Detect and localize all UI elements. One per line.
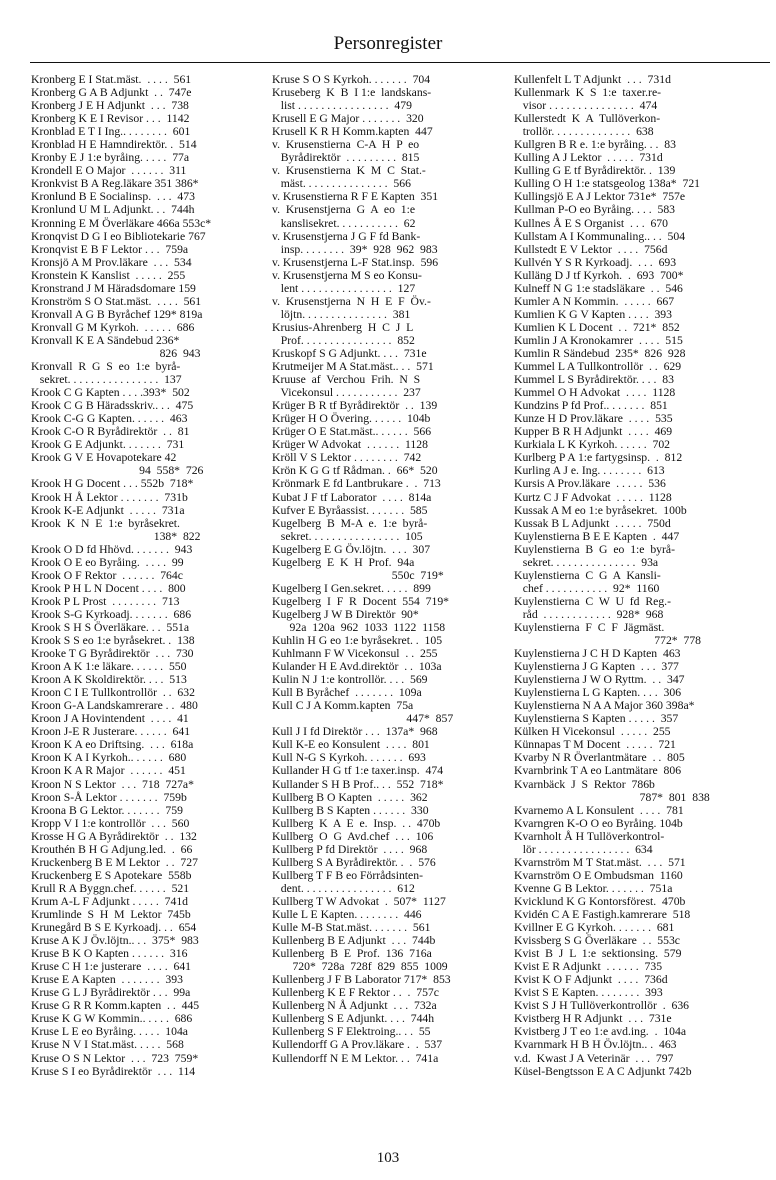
register-entry: Kullberg P fd Direktör . . . . 968 — [272, 842, 428, 856]
register-entry: Kussak B L Adjunkt . . . . . 750d — [514, 516, 671, 530]
register-entry: Kurling A J e. Ing. . . . . . . . 613 — [514, 464, 665, 478]
register-entry: Kruse C H 1:e justerare . . . . 641 — [31, 960, 192, 974]
register-entry: Krondell E O Major . . . . . . 311 — [31, 164, 187, 178]
register-entry: Kullenmark K S 1:e taxer.re- — [514, 86, 662, 100]
header-rule — [30, 62, 770, 63]
register-entry: Kronby E J 1:e byråing. . . . . 77a — [31, 151, 190, 165]
register-entry: Kruse K G W Kommin.. . . . . 686 — [31, 1012, 193, 1026]
register-entry: Kuhlin H G eo 1:e byråsekret. . 105 — [272, 634, 443, 648]
register-entry: sekret. . . . . . . . . . . . . . . . 137 — [31, 373, 182, 387]
register-entry: Krook C-G G Kapten. . . . . . 463 — [31, 412, 188, 426]
register-entry: Kulle M-B Stat.mäst. . . . . . . 561 — [272, 921, 431, 935]
register-entry: Kullingsjö E A J Lektor 731e* 757e — [514, 190, 686, 204]
register-entry: list . . . . . . . . . . . . . . . . 479 — [272, 99, 412, 113]
register-entry: Kvarby N R Överlantmätare . . 805 — [514, 751, 685, 765]
register-entry: Byrådirektör . . . . . . . . . 815 — [272, 151, 420, 165]
register-entry: Kullerstedt K A Tullöverkon- — [514, 112, 661, 126]
register-entry: Krusell E G Major . . . . . . . 320 — [272, 112, 424, 126]
register-entry: Krook C-O R Byrådirektör . . 81 — [31, 425, 190, 439]
register-entry: Kruse G R R Komm.kapten . . 445 — [31, 999, 200, 1013]
register-entry: Kruckenberg B E M Lektor . . 727 — [31, 855, 198, 869]
register-entry: 720* 728a 728f 829 855 1009 — [272, 960, 448, 974]
register-entry: Kruse N V I Stat.mäst. . . . . 568 — [31, 1038, 184, 1052]
register-entry: v. Krusenstjerna M S eo Konsu- — [272, 268, 422, 282]
register-entry: Kvarnemo A L Konsulent . . . . 781 — [514, 803, 684, 817]
register-entry: Kulander H E Avd.direktör . . 103a — [272, 660, 442, 674]
register-entry: Kullnes Å E S Organist . . . 670 — [514, 216, 668, 230]
register-column-1 — [31, 73, 273, 1078]
register-entry: Krook O D fd Hhövd. . . . . . . 943 — [31, 542, 193, 556]
register-entry: Kronvall R G S eo 1:e byrå- — [31, 360, 181, 374]
register-entry: Kvist K O F Adjunkt . . . . 736d — [514, 973, 668, 987]
register-entry: Kvarnström M T Stat.mäst. . . . 571 — [514, 855, 686, 869]
register-entry: Kumler A N Kommin. . . . . . 667 — [514, 294, 675, 308]
register-entry: Kruskopf S G Adjunkt. . . . 731e — [272, 346, 427, 360]
register-entry: Kvist S J H Tullöverkontrollör . 636 — [514, 999, 690, 1013]
register-entry: Krouthén B H G Adjung.led. . 66 — [31, 842, 193, 856]
register-entry: Kufver E Byråassist. . . . . . . 585 — [272, 503, 428, 517]
register-entry: Krook S H S Överläkare. . . 551a — [31, 620, 190, 634]
register-entry: Kullman P-O eo Byråing. . . . 583 — [514, 203, 676, 217]
register-entry: Kröll V S Lektor . . . . . . . . 742 — [272, 451, 422, 465]
register-entry: Kronstein K Kanslist . . . . . 255 — [31, 268, 186, 282]
register-entry: Kugelberg I F R Docent 554 719* — [272, 594, 450, 608]
register-entry: Krooke T G Byrådirektör . . . 730 — [31, 647, 194, 661]
register-entry: Kulneff N G 1:e stadsläkare . . 546 — [514, 281, 683, 295]
register-entry: Kvist E R Adjunkt . . . . . . 735 — [514, 960, 663, 974]
register-entry: Vicekonsul . . . . . . . . . . . 237 — [272, 386, 421, 400]
register-entry: Kropp V I 1:e kontrollör . . . 560 — [31, 816, 190, 830]
register-entry: Kullenberg S F Elektroing.. . . 55 — [272, 1025, 431, 1039]
register-entry: Krunegård B S E Kyrkoadj. . . 654 — [31, 921, 197, 935]
register-entry: v. Krusenstierna K M C Stat.- — [272, 164, 426, 178]
register-entry: Kronblad E T I Ing.. . . . . . . . 601 — [31, 125, 191, 139]
register-entry: Kurlberg P A 1:e fartygsinsp. . 812 — [514, 451, 683, 465]
register-entry: Kroon J A Hovintendent . . . . 41 — [31, 712, 189, 726]
register-entry: Krüger H O Övering. . . . . . 104b — [272, 412, 431, 426]
register-entry: Prof. . . . . . . . . . . . . . . . 852 — [272, 333, 415, 347]
register-entry: Kuylenstierna C W U fd Reg.- — [514, 594, 671, 608]
register-entry: 138* 822 — [31, 529, 201, 543]
register-entry: insp. . . . . . . . 39* 928 962 983 — [272, 242, 438, 256]
register-entry: lent . . . . . . . . . . . . . . . . 127 — [272, 281, 416, 295]
register-entry: Kroon A K Skoldirektör. . . . 513 — [31, 673, 187, 687]
register-entry: Kulling G E tf Byrådirektör. . 139 — [514, 164, 676, 178]
register-entry: mäst. . . . . . . . . . . . . . . 566 — [272, 177, 411, 191]
register-entry: Kullstam A I Kommunaling.. . . 504 — [514, 229, 686, 243]
register-entry: Kullenfelt L T Adjunkt . . . 731d — [514, 73, 671, 86]
register-entry: Kronkvist B A Reg.läkare 351 386* — [31, 177, 199, 191]
register-entry: Krook O F Rektor . . . . . . 764c — [31, 568, 183, 582]
register-entry: Kruse G L J Byrådirektör . . . 99a — [31, 986, 191, 1000]
register-entry: Kullvén Y S R Kyrkoadj. . . . 693 — [514, 255, 677, 269]
register-entry: Kronvall A G B Byråchef 129* 819a — [31, 307, 203, 321]
register-entry: Krum A-L F Adjunkt . . . . . 741d — [31, 894, 189, 908]
register-entry: Kronning E M Överläkare 466a 553c* — [31, 216, 212, 230]
register-entry: Krönmark E fd Lantbrukare . . 713 — [272, 477, 441, 491]
register-entry: chef . . . . . . . . . . . 92* 1160 — [514, 581, 660, 595]
register-entry: Kvist B J L 1:e sektionsing. 579 — [514, 947, 682, 961]
register-entry: 550c 719* — [272, 568, 444, 582]
register-entry: 447* 857 — [272, 712, 454, 726]
register-entry: Krook H Å Lektor . . . . . . . 731b — [31, 490, 188, 504]
register-entry: Kvenne G B Lektor. . . . . . . 751a — [514, 881, 673, 895]
register-entry: Kubat J F tf Laborator . . . . 814a — [272, 490, 432, 504]
register-entry: Kull B Byråchef . . . . . . . 109a — [272, 686, 422, 700]
register-entry: Krook P H L N Docent . . . . 800 — [31, 581, 186, 595]
register-entry: visor . . . . . . . . . . . . . . . 474 — [514, 99, 658, 113]
register-entry: 787* 801 838 — [514, 790, 710, 804]
register-entry: Kronberg E I Stat.mäst. . . . . 561 — [31, 73, 192, 86]
register-entry: Kullander H G tf 1:e taxer.insp. 474 — [272, 764, 444, 778]
register-entry: Kuylenstierna J C H D Kapten 463 — [514, 647, 681, 661]
register-entry: Krüger B R tf Byrådirektör . . 139 — [272, 399, 438, 413]
register-entry: Kruse B K O Kapten . . . . . . 316 — [31, 947, 188, 961]
register-entry: Kunze H D Prov.läkare . . . . 535 — [514, 412, 673, 426]
register-entry: Kull K-E eo Konsulent . . . . 801 — [272, 738, 430, 752]
register-entry: Kulin N J 1:e kontrollör. . . . 569 — [272, 673, 428, 687]
register-entry: Kronlund U M L Adjunkt. . . 744h — [31, 203, 195, 217]
page-number: 103 — [376, 1150, 400, 1166]
register-entry: Kullenberg N Å Adjunkt . . . 732a — [272, 999, 437, 1013]
page-title: Personregister — [333, 33, 443, 54]
register-entry: Kroon S-Å Lektor . . . . . . . 759b — [31, 790, 187, 804]
register-entry: v. Krusenstjerna L-F Stat.insp. 596 — [272, 255, 439, 269]
register-entry: Kroon G-A Landskamrerare . . 480 — [31, 699, 198, 713]
register-entry: lör . . . . . . . . . . . . . . . . 634 — [514, 842, 653, 856]
register-entry: Kruse E A Kapten . . . . . . . 393 — [31, 973, 183, 987]
register-entry: Kullgren B R e. 1:e byråing. . . 83 — [514, 138, 676, 152]
register-entry: Kronsjö A M Prov.läkare . . . 534 — [31, 255, 192, 269]
register-entry: Krook P L Prost . . . . . . . . 713 — [31, 594, 180, 608]
register-entry: Kumlien K L Docent . . 721* 852 — [514, 320, 680, 334]
register-entry: Kullberg T F B eo Förrådsinten- — [272, 868, 423, 882]
register-entry: v. Krusenstierna C-A H P eo — [272, 138, 420, 152]
register-entry: Künnapas T M Docent . . . . . 721 — [514, 738, 676, 752]
register-entry: Kruse L E eo Byråing. . . . . 104a — [31, 1025, 188, 1039]
register-entry: Kvissberg S G Överläkare . . 553c — [514, 934, 680, 948]
register-entry: Krook K-E Adjunkt . . . . . 731a — [31, 503, 185, 517]
register-entry: Kronberg G A B Adjunkt . . 747e — [31, 86, 192, 100]
register-entry: sekret. . . . . . . . . . . . . . . . 105 — [272, 529, 423, 543]
register-entry: Kuylenstierna S Kapten . . . . . 357 — [514, 712, 679, 726]
register-entry: Krook K N E 1:e byråsekret. — [31, 516, 180, 530]
register-entry: Kruseberg K B I 1:e landskans- — [272, 86, 432, 100]
register-entry: Krook C G Kapten . . . .393* 502 — [31, 386, 190, 400]
register-entry: Krutmeijer M A Stat.mäst.. . . 571 — [272, 360, 434, 374]
register-entry: Kullberg S A Byrådirektör. . . 576 — [272, 855, 436, 869]
register-column-3 — [514, 73, 756, 1078]
register-entry: Kupper B R H Adjunkt . . . . 469 — [514, 425, 673, 439]
register-entry: 94 558* 726 — [31, 464, 204, 478]
register-entry: Kronberg K E I Revisor . . . 1142 — [31, 112, 190, 126]
register-entry: Kullstedt E V Lektor . . . . 756d — [514, 242, 668, 256]
register-entry: Kulle L E Kapten. . . . . . . . 446 — [272, 908, 422, 921]
register-entry: Kullendorff N E M Lektor. . . 741a — [272, 1051, 439, 1065]
register-entry: Krosse H G A Byrådirektör . . 132 — [31, 829, 197, 843]
register-entry: Kulling O H 1:e statsgeolog 138a* 721 — [514, 177, 701, 191]
register-entry: v. Krusenstjerna G A eo 1:e — [272, 203, 416, 217]
register-entry: Kullenberg J F B Laborator 717* 853 — [272, 973, 451, 987]
register-entry: Kvarnholt Å H Tullöverkontrol- — [514, 829, 665, 843]
register-entry: trollör. . . . . . . . . . . . . . 638 — [514, 125, 654, 139]
register-entry: Kugelberg J W B Direktör 90* — [272, 607, 419, 621]
register-entry: Kurkiala L K Kyrkoh. . . . . . 702 — [514, 438, 671, 452]
register-entry: Kuylenstierna C G A Kansli- — [514, 568, 661, 582]
register-entry: Kuhlmann F W Vicekonsul . . 255 — [272, 647, 438, 661]
register-entry: v.d. Kwast J A Veterinär . . . 797 — [514, 1051, 674, 1065]
register-entry: Kruse S O S Kyrkoh. . . . . . . 704 — [272, 73, 431, 86]
register-entry: Kvarnmark H B H Öv.löjtn.. . 463 — [514, 1038, 677, 1052]
register-entry: råd . . . . . . . . . . . . 928* 968 — [514, 607, 664, 621]
register-entry: Kruse O S N Lektor . . . 723 759* — [31, 1051, 199, 1065]
register-entry: Krumlinde S H M Lektor 745b — [31, 908, 191, 921]
register-entry: Kullenberg S E Adjunkt. . . . 744h — [272, 1012, 435, 1026]
register-entry: Kumlien K G V Kapten . . . . 393 — [514, 307, 672, 321]
register-entry: Kullberg O G Avd.chef . . . 106 — [272, 829, 434, 843]
register-entry: Kullenberg K E F Rektor . . . 757c — [272, 986, 439, 1000]
register-entry: Kuylenstierna F C F Jägmäst. — [514, 620, 665, 634]
register-entry: Kronstrand J M Häradsdomare 159 — [31, 281, 196, 295]
register-entry: Kvidén C A E Fastigh.kamrerare 518 — [514, 908, 691, 921]
register-entry: 92a 120a 962 1033 1122 1158 — [272, 620, 446, 634]
register-entry: Kvarnbrink T A eo Lantmätare 806 — [514, 764, 682, 778]
register-entry: Kullendorff G A Prov.läkare . . 537 — [272, 1038, 443, 1052]
register-entry: Krüger W Advokat . . . . . . 1128 — [272, 438, 428, 452]
register-entry: Kroon K A R Major . . . . . . 451 — [31, 764, 186, 778]
register-entry: Krook G V E Hovapotekare 42 — [31, 451, 177, 465]
register-entry: Kulläng D J tf Kyrkoh. . 693 700* — [514, 268, 684, 282]
register-entry: Kroon J-E R Justerare. . . . . . 641 — [31, 725, 191, 739]
register-entry: Kumlin J A Kronokamrer . . . . 515 — [514, 333, 683, 347]
register-entry: Kuylenstierna N A A Major 360 398a* — [514, 699, 695, 713]
register-entry: Kummel L S Byrådirektör. . . . 83 — [514, 373, 674, 387]
register-entry: Kussak A M eo 1:e byråsekret. 100b — [514, 503, 687, 517]
register-entry: Kronström S O Stat.mäst. . . . . 561 — [31, 294, 202, 308]
register-entry: Kugelberg E K H Prof. 94a — [272, 555, 415, 569]
register-entry: Kvarnbäck J S Rektor 786b — [514, 777, 655, 791]
register-entry: Külken H Vicekonsul . . . . . 255 — [514, 725, 671, 739]
register-entry: Kroon K A I Kyrkoh.. . . . . . 680 — [31, 751, 187, 765]
register-entry: Krook H G Docent . . . 552b 718* — [31, 477, 194, 491]
register-entry: Kvillner E G Kyrkoh. . . . . . . 681 — [514, 921, 675, 935]
register-entry: Kumlin R Sändebud 235* 826 928 — [514, 346, 686, 360]
register-entry: Kvistberg H R Adjunkt . . . 731e — [514, 1012, 672, 1026]
register-entry: Kulling A J Lektor . . . . . 731d — [514, 151, 663, 165]
register-entry: Kvist S E Kapten. . . . . . . . 393 — [514, 986, 663, 1000]
register-entry: löjtn. . . . . . . . . . . . . . . 381 — [272, 307, 411, 321]
register-entry: Kullberg B O Kapten . . . . . 362 — [272, 790, 428, 804]
register-entry: Krook C G B Häradsskriv.. . . 475 — [31, 399, 194, 413]
register-entry: Kugelberg I Gen.sekret. . . . . 899 — [272, 581, 431, 595]
register-entry: Krüger O E Stat.mäst.. . . . . . 566 — [272, 425, 432, 439]
register-entry: Kullberg K A E e. Insp. . . 470b — [272, 816, 441, 830]
register-entry: Kronlund B E Socialinsp. . . . 473 — [31, 190, 195, 204]
register-entry: Kronvall K E A Sändebud 236* — [31, 333, 180, 347]
register-entry: Kuylenstierna B E E Kapten . 447 — [514, 529, 680, 543]
register-entry: Krook S S eo 1:e byråsekret. . 138 — [31, 634, 195, 648]
register-entry: Kruse S I eo Byrådirektör . . . 114 — [31, 1064, 196, 1078]
register-entry: Kullberg T W Advokat . 507* 1127 — [272, 894, 446, 908]
register-entry: Kugelberg B M-A e. 1:e byrå- — [272, 516, 428, 530]
register-entry: Kundzins P fd Prof.. . . . . . . 851 — [514, 399, 668, 413]
register-entry: Kullenberg B E Prof. 136 716a — [272, 947, 432, 961]
register-entry: 826 943 — [31, 346, 201, 360]
register-entry: Kroon N S Lektor . . . 718 727a* — [31, 777, 194, 791]
register-entry: Krook G E Adjunkt. . . . . . . 731 — [31, 438, 185, 452]
register-entry: Kruuse af Verchou Frih. N S — [272, 373, 421, 387]
register-entry: Kronblad H E Hamndirektör. . 514 — [31, 138, 197, 152]
register-entry: Krook O E eo Byråing. . . . . 99 — [31, 555, 184, 569]
register-entry: Kugelberg E G Öv.löjtn. . . . 307 — [272, 542, 431, 556]
register-entry: Kvicklund K G Kontorsförest. 470b — [514, 894, 686, 908]
register-entry: Kruse A K J Öv.löjtn.. . . 375* 983 — [31, 934, 199, 948]
register-entry: Kronberg J E H Adjunkt . . . 738 — [31, 99, 189, 113]
register-entry: Krusell K R H Komm.kapten 447 — [272, 125, 433, 139]
register-entry: Kuylenstierna L G Kapten. . . . 306 — [514, 686, 682, 700]
register-entry: Kullenberg B E Adjunkt . . . 744b — [272, 934, 436, 948]
register-entry: Kroon A K 1:e läkare. . . . . . 550 — [31, 660, 187, 674]
register-entry: Kursis A Prov.läkare . . . . . 536 — [514, 477, 666, 491]
register-entry: Kullander S H B Prof.. . . 552 718* — [272, 777, 444, 791]
register-entry: Krull R A Byggn.chef. . . . . . 521 — [31, 881, 190, 895]
register-entry: Kull N-G S Kyrkoh. . . . . . . 693 — [272, 751, 426, 765]
register-entry: 772* 778 — [514, 634, 701, 648]
register-entry: Krön K G G tf Rådman. . 66* 520 — [272, 464, 438, 478]
register-entry: kanslisekret. . . . . . . . . . . 62 — [272, 216, 416, 230]
register-entry: Kroon K A eo Driftsing. . . . 618a — [31, 738, 194, 752]
register-entry: v. Krusenstierna R F E Kapten 351 — [272, 190, 439, 204]
register-entry: Kuylenstierna J W O Ryttm. . . 347 — [514, 673, 685, 687]
register-entry: v. Krusenstjerna J G F fd Bank- — [272, 229, 421, 243]
register-entry: Kroon C I E Tullkontrollör . . 632 — [31, 686, 195, 700]
register-entry: Kroona B G Lektor. . . . . . . 759 — [31, 803, 183, 817]
register-entry: v. Krusenstjerna N H E F Öv.- — [272, 294, 431, 308]
register-entry: Kvarnström O E Ombudsman 1160 — [514, 868, 683, 882]
register-entry: Krook S-G Kyrkoadj. . . . . . . 686 — [31, 607, 192, 621]
register-entry: Kruckenberg E S Apotekare 558b — [31, 868, 192, 882]
register-entry: Kronvall G M Kyrkoh. . . . . . 686 — [31, 320, 195, 334]
register-entry: Kronqvist D G I eo Bibliotekarie 767 — [31, 229, 206, 243]
register-entry: sekret. . . . . . . . . . . . . . . 93a — [514, 555, 659, 569]
register-entry: Kuylenstierna J G Kapten . . . 377 — [514, 660, 679, 674]
register-entry: Kullberg B S Kapten . . . . . . 330 — [272, 803, 429, 817]
register-entry: Küsel-Bengtsson E A C Adjunkt 742b — [514, 1064, 692, 1078]
register-entry: Kummel O H Advokat . . . . 1128 — [514, 386, 676, 400]
register-entry: Kuylenstierna B G eo 1:e byrå- — [514, 542, 675, 556]
register-entry: dent. . . . . . . . . . . . . . . . 612 — [272, 881, 415, 895]
register-entry: Kvistberg J T eo 1:e avd.ing. . 104a — [514, 1025, 687, 1039]
register-entry: Kummel L A Tullkontrollör . . 629 — [514, 360, 682, 374]
register-entry: Kvarngren K-O O eo Byråing. 104b — [514, 816, 683, 830]
register-entry: Kurtz C J F Advokat . . . . . 1128 — [514, 490, 672, 504]
register-entry: Krusius-Ahrenberg H C J L — [272, 320, 414, 334]
register-entry: Kronqvist E B F Lektor . . . 759a — [31, 242, 189, 256]
register-entry: Kull C J A Komm.kapten 75a — [272, 699, 414, 713]
register-entry: Kull J I fd Direktör . . . 137a* 968 — [272, 725, 438, 739]
register-column-2 — [272, 73, 514, 1065]
